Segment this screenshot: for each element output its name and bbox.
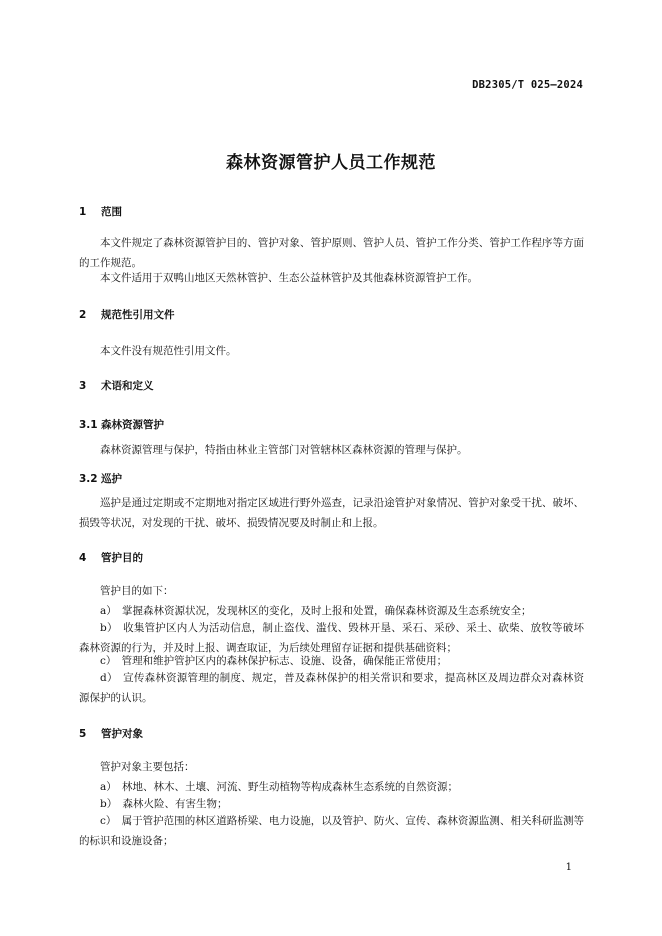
- paragraph: 本文件没有规范性引用文件。: [100, 345, 237, 357]
- section-4-heading: [79, 550, 143, 565]
- paragraph: 管护对象主要包括：: [100, 761, 195, 773]
- section-number: 2: [79, 309, 87, 321]
- section-3-heading: [79, 378, 154, 393]
- section-number: 3.1: [79, 419, 98, 431]
- section-5-heading: [79, 726, 143, 741]
- paragraph: 管护目的如下：: [100, 585, 174, 597]
- section-number: 4: [79, 552, 87, 564]
- list-item: d） 宣传森林资源管理的制度、规定，普及森林保护的相关常识和要求，提高林区及周边群众对森林资源保护的认识。: [79, 672, 584, 704]
- document-code: DB2305/T 025—2024: [472, 79, 583, 91]
- list-item: c） 管理和维护管护区内的森林保护标志、设施、设备，确保能正常使用；: [100, 655, 448, 667]
- section-title: 规范性引用文件: [101, 309, 175, 321]
- section-number: 1: [79, 206, 87, 218]
- paragraph: 本文件适用于双鸭山地区天然林管护、生态公益林管护及其他森林资源管护工作。: [100, 272, 478, 284]
- page-number: 1: [565, 862, 572, 873]
- paragraph: 本文件规定了森林资源管护目的、管护对象、管护原则、管护人员、管护工作分类、管护工作程序等方面的工作规范。: [79, 237, 584, 269]
- section-1-heading: [79, 204, 122, 219]
- list-item: a） 掌握森林资源状况，发现林区的变化，及时上报和处置，确保森林资源及生态系统安全；: [100, 605, 532, 617]
- page-title: 森林资源管护人员工作规范: [226, 153, 436, 173]
- section-3-1-heading: [79, 417, 164, 432]
- list-item: b） 森林火险、有害生物；: [100, 798, 228, 810]
- paragraph: 森林资源管理与保护，特指由林业主管部门对管辖林区森林资源的管理与保护。: [100, 444, 468, 456]
- section-2-heading: [79, 307, 175, 322]
- section-title: 术语和定义: [101, 380, 154, 392]
- list-item: a） 林地、林木、土壤、河流、野生动植物等构成森林生态系统的自然资源；: [100, 781, 459, 793]
- section-number: 3.2: [79, 473, 98, 485]
- section-number: 3: [79, 380, 87, 392]
- list-item: c） 属于管护范围的林区道路桥梁、电力设施，以及管护、防火、宣传、森林资源监测、相关科研监测等的标识和设施设备；: [79, 815, 584, 847]
- section-title: 管护对象: [101, 728, 143, 740]
- section-title: 巡护: [101, 473, 122, 485]
- section-title: 范围: [101, 206, 122, 218]
- section-title: 管护目的: [101, 552, 143, 564]
- paragraph: 巡护是通过定期或不定期地对指定区域进行野外巡查，记录沿途管护对象情况、管护对象受干扰、破坏、损毁等状况，对发现的干扰、破坏、损毁情况要及时制止和上报。: [79, 497, 584, 529]
- section-title: 森林资源管护: [101, 419, 164, 431]
- section-3-2-heading: [79, 471, 122, 486]
- list-item: b） 收集管护区内人为活动信息，制止盗伐、滥伐、毁林开垦、采石、采砂、采土、砍柴、放牧等破坏森林资源的行为，并及时上报、调查取证，为后续处理留存证据和提供基础资料；: [79, 622, 584, 654]
- section-number: 5: [79, 728, 87, 740]
